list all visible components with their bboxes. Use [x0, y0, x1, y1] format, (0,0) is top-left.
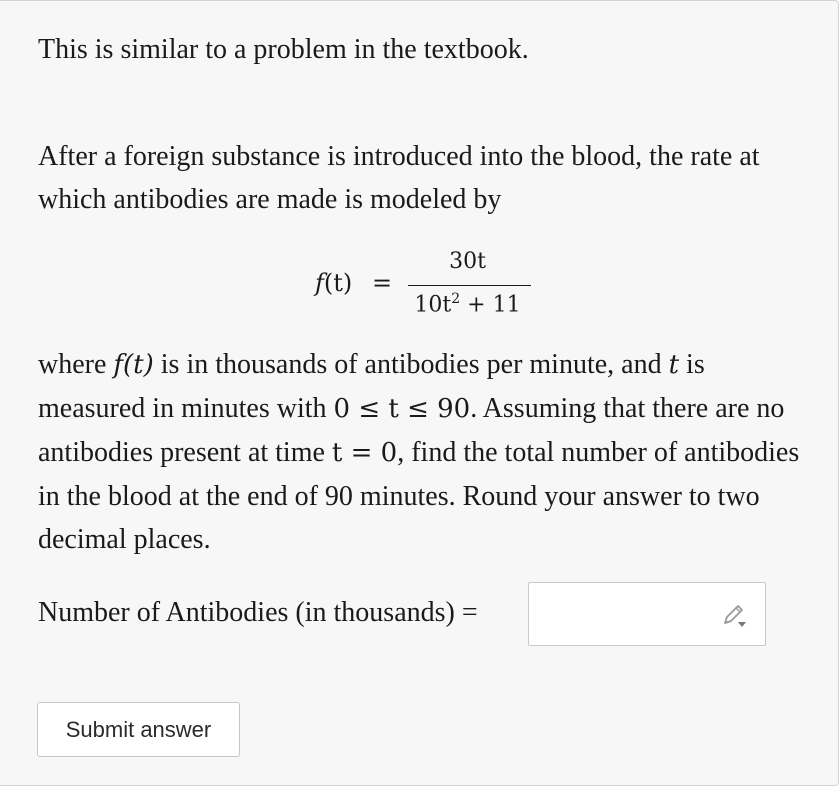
formula-lhs: f(t): [315, 269, 353, 297]
fraction-bar: [408, 285, 531, 286]
answer-input[interactable]: [528, 582, 766, 646]
pencil-icon[interactable]: [719, 601, 749, 631]
rate-formula: [315, 249, 540, 325]
intro-text: This is similar to a problem in the textbook.: [38, 34, 529, 65]
formula-numerator: 30t: [449, 249, 486, 274]
problem-conditions: where f(t) is in thousands of antibodies per minute, and t is measured in minutes with 0 ≤ t ≤ 90. Assuming that there are no antibodies present at time t = 0, find the total number of antibodies in the blood at the end of 90 minutes. Round your answer to two decimal places.: [38, 349, 800, 555]
math-range: 0 ≤ t ≤ 90: [333, 394, 471, 424]
formula-equals: =: [372, 269, 393, 297]
answer-label: Number of Antibodies (in thousands) =: [38, 597, 478, 628]
math-t: t: [668, 350, 680, 380]
formula-denominator: $10t^2 + 11$: [414, 291, 521, 318]
math-f-of-t: f(t): [113, 350, 154, 380]
submit-answer-button[interactable]: Submit answer: [37, 702, 240, 757]
problem-statement: After a foreign substance is introduced into the blood, the rate at which antibodies are made is modeled by: [38, 141, 760, 215]
math-t-zero: t = 0: [331, 438, 398, 468]
